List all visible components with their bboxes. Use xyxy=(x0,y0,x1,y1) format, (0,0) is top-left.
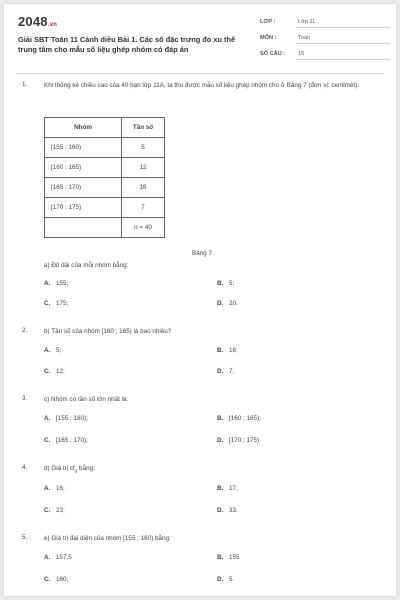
table-row xyxy=(45,218,165,238)
table-cell-total: n = 40 xyxy=(122,218,165,238)
question-text: b) Tần số của nhóm [160 ; 165) là bao nhiêu? xyxy=(44,328,172,335)
table-cell: [155 ; 160) xyxy=(45,138,122,158)
meta-class xyxy=(260,16,390,30)
table-cell: 12 xyxy=(122,158,165,178)
meta-subject xyxy=(260,32,390,46)
table-row xyxy=(45,198,165,218)
table-cell xyxy=(45,218,122,238)
question-text: c) Nhóm có tần số lớn nhất là: xyxy=(44,396,129,403)
meta-count xyxy=(260,48,390,62)
question-number: 2. xyxy=(22,327,28,334)
meta-count-value: 15 xyxy=(298,51,305,57)
meta-underline xyxy=(296,59,390,60)
document-header xyxy=(18,14,384,66)
document-page: 2048.vn Giải SBT Toán 11 Cánh diều Bài 1. Các số đặc trưng đo xu thế trung tâm cho mẫu số liệu ghép nhóm có đáp án LỚP : Lớp 11 MÔN : Toán SỐ CÂU : 15 1. Khi thống kê chiều cao của 40 bạn lớp 11A, ta thu được mẫu số liệu ghép nhóm cho ở Bảng 7 (đơn vị: centimét). Nhóm Tần số [155 ; 160) 5 [160 ; 165) 12 [165 ; 170) 16 [170 ; 175) 7 n = 40 Bảng 7 a) Độ dài của mỗi nhóm bằng: A. 155; B. 5; C. 175; D. 20. 2. b) Tần số của nhóm [160 ; 165) là bao nhiêu? A. 5; B. 16; C. 12; D. 7. 3. c) Nhóm có tần số lớn nhất là: A. [155 ; 160); B. [160 ; 165); C. [165 ; 170); D. [170 ; 175). 4. d) Giá trị $cf_3$ bằng: A. 16; B. 17; C. 23; D. 33. 5. e) Giá trị đại diện của nhóm [155 ; 160) bằng: A. 157,5 B. 155 C. 160; D. 5. xyxy=(4,4,396,596)
table-row xyxy=(45,178,165,198)
frequency-table xyxy=(44,117,165,238)
table-row xyxy=(45,138,165,158)
question-text: Khi thống kê chiều cao của 40 bạn lớp 11A, ta thu được mẫu số liệu ghép nhóm cho ở Bảng 7 (đơn vị: centimét). xyxy=(44,82,360,89)
question-number: 5. xyxy=(22,534,28,541)
meta-count-label: SỐ CÂU : xyxy=(260,51,286,57)
meta-class-value: Lớp 11 xyxy=(298,19,316,25)
table-row xyxy=(45,158,165,178)
question-number: 4. xyxy=(22,464,28,471)
table-header-group: Nhóm xyxy=(45,118,122,138)
table-cell: 5 xyxy=(122,138,165,158)
question-text: d) Giá trị $cf_3$ bằng: xyxy=(44,465,95,474)
table-cell: [170 ; 175) xyxy=(45,198,122,218)
question-number: 3. xyxy=(22,395,28,402)
question-number: 1. xyxy=(22,81,28,88)
header-divider xyxy=(16,73,384,74)
table-header-frequency: Tần số xyxy=(122,118,165,138)
table-cell: 7 xyxy=(122,198,165,218)
site-logo[interactable]: 2048.vn xyxy=(18,14,58,29)
question-text: e) Giá trị đại diện của nhóm [155 ; 160) bằng: xyxy=(44,535,171,542)
table-header-row xyxy=(45,118,165,138)
document-title: Giải SBT Toán 11 Cánh diều Bài 1. Các số đặc trưng đo xu thế trung tâm cho mẫu số liệu ghép nhóm có đáp án xyxy=(18,35,236,54)
meta-underline xyxy=(296,27,390,28)
meta-underline xyxy=(296,43,390,44)
table-cell: 16 xyxy=(122,178,165,198)
meta-subject-label: MÔN : xyxy=(260,35,277,41)
table-cell: [160 ; 165) xyxy=(45,158,122,178)
subquestion-text: a) Độ dài của mỗi nhóm bằng: xyxy=(44,262,129,269)
meta-subject-value: Toán xyxy=(298,35,311,41)
table-caption: Bảng 7 xyxy=(192,250,212,257)
table-cell: [165 ; 170) xyxy=(45,178,122,198)
meta-class-label: LỚP : xyxy=(260,19,276,25)
